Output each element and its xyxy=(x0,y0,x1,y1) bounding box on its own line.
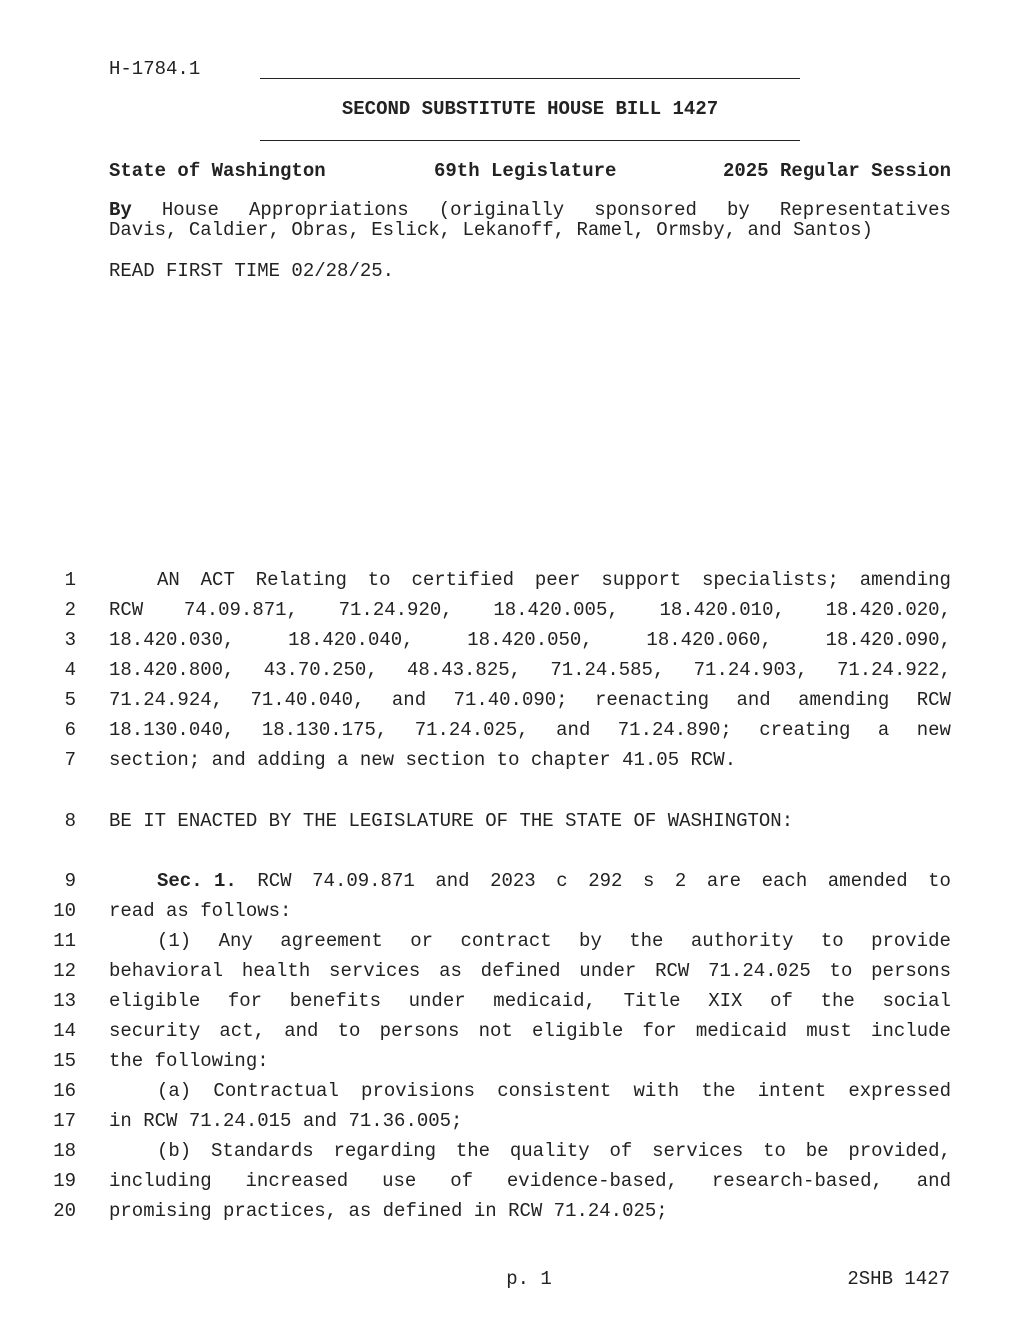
line-word: increased xyxy=(245,1170,349,1192)
line-word: 2 xyxy=(674,870,687,892)
line-word: agreement xyxy=(280,930,383,952)
line-text xyxy=(109,719,951,741)
read-first-time: READ FIRST TIME 02/28/25. xyxy=(109,260,395,282)
state-label: State of Washington xyxy=(109,160,326,182)
line-text xyxy=(157,870,951,892)
line-word: RCW xyxy=(655,960,690,982)
line-word: amending xyxy=(859,569,951,591)
line-word: behavioral xyxy=(109,960,224,982)
bill-title: SECOND SUBSTITUTE HOUSE BILL 1427 xyxy=(341,98,719,120)
legislature-info-row xyxy=(109,160,951,182)
line-word: 74.09.871 xyxy=(312,870,415,892)
line-word: security xyxy=(109,1020,201,1042)
session-label: 2025 Regular Session xyxy=(722,160,951,182)
line-word: be xyxy=(805,1140,829,1162)
bill-line xyxy=(0,870,1024,900)
title-rule-bottom xyxy=(260,140,800,141)
line-word: consistent xyxy=(497,1080,612,1102)
line-word: and xyxy=(391,689,427,711)
line-word: XIX xyxy=(708,990,743,1012)
line-text xyxy=(157,569,951,591)
title-rule-top xyxy=(260,78,800,79)
line-word: 18.130.175, xyxy=(261,719,388,741)
line-word: Title xyxy=(623,990,681,1012)
line-text: in RCW 71.24.015 and 71.36.005; xyxy=(109,1110,463,1132)
line-word: RCW xyxy=(109,599,144,621)
line-word: amended xyxy=(827,870,908,892)
line-word: research-based, xyxy=(711,1170,883,1192)
line-number: 3 xyxy=(64,629,76,651)
line-word: and xyxy=(736,689,771,711)
line-word: (a) xyxy=(157,1080,192,1102)
sponsor-word: sponsored xyxy=(594,199,697,221)
line-word: health xyxy=(241,960,311,982)
line-word: expressed xyxy=(848,1080,951,1102)
line-number: 20 xyxy=(53,1200,76,1222)
line-word: contract xyxy=(460,930,552,952)
line-number: 13 xyxy=(53,990,76,1012)
line-word: 71.24.924, xyxy=(109,689,224,711)
line-number: 8 xyxy=(64,810,76,832)
line-text xyxy=(109,960,951,982)
line-word: not xyxy=(478,1020,513,1042)
line-word: 2023 xyxy=(490,870,536,892)
line-word: or xyxy=(410,930,434,952)
line-number: 5 xyxy=(64,689,76,711)
line-word: 18.130.040, xyxy=(109,719,235,741)
line-word: 43.70.250, xyxy=(263,659,378,681)
line-word: to xyxy=(763,1140,786,1162)
sponsor-word: by xyxy=(726,199,750,221)
line-text: read as follows: xyxy=(109,900,292,922)
line-text xyxy=(109,1020,951,1042)
line-word: 74.09.871, xyxy=(183,599,298,621)
line-word: must xyxy=(806,1020,852,1042)
bill-line xyxy=(0,990,1024,1020)
line-word: for xyxy=(642,1020,677,1042)
line-word: a xyxy=(877,719,890,741)
line-word: of xyxy=(450,1170,473,1192)
line-word: medicaid, xyxy=(493,990,596,1012)
document-id: H-1784.1 xyxy=(109,58,201,80)
line-word: of xyxy=(770,990,793,1012)
line-word: s xyxy=(642,870,655,892)
line-word: AN xyxy=(157,569,180,591)
line-word: persons xyxy=(379,1020,460,1042)
line-number: 1 xyxy=(64,569,76,591)
line-word: to xyxy=(928,870,951,892)
bill-line xyxy=(0,599,1024,629)
sponsor-word: Appropriations xyxy=(249,199,409,221)
line-word: and xyxy=(435,870,470,892)
line-word: benefits xyxy=(289,990,381,1012)
line-word: new xyxy=(916,719,951,741)
line-word: 71.24.025 xyxy=(708,960,811,982)
line-number: 10 xyxy=(53,900,76,922)
line-word: 18.420.050, xyxy=(467,629,593,651)
line-word: to xyxy=(829,960,853,982)
line-number: 18 xyxy=(53,1140,76,1162)
line-word: to xyxy=(820,930,844,952)
line-word: to xyxy=(367,569,391,591)
line-text xyxy=(109,990,951,1012)
line-word: eligible xyxy=(532,1020,624,1042)
bill-line xyxy=(0,659,1024,689)
bill-line xyxy=(0,810,1024,840)
line-word: provided, xyxy=(848,1140,951,1162)
bill-line xyxy=(0,960,1024,990)
bill-line xyxy=(0,1170,1024,1200)
bill-line xyxy=(0,1050,1024,1080)
line-word: RCW xyxy=(916,689,951,711)
line-word: to xyxy=(337,1020,361,1042)
bill-line xyxy=(0,629,1024,659)
line-word: 18.420.010, xyxy=(659,599,785,621)
line-word: Contractual xyxy=(213,1080,339,1102)
line-word: medicaid xyxy=(695,1020,788,1042)
line-word: support xyxy=(601,569,682,591)
line-word: Relating xyxy=(255,569,347,591)
line-word: 71.24.922, xyxy=(836,659,951,681)
line-word: the xyxy=(701,1080,736,1102)
line-word: use xyxy=(382,1170,417,1192)
line-number: 17 xyxy=(53,1110,76,1132)
line-text xyxy=(109,599,951,621)
line-word: 71.24.585, xyxy=(550,659,665,681)
line-word: RCW xyxy=(257,870,292,892)
line-word: social xyxy=(882,990,951,1012)
line-word: 48.43.825, xyxy=(407,659,522,681)
line-number: 11 xyxy=(53,930,76,952)
bill-line xyxy=(0,569,1024,599)
line-word: services xyxy=(652,1140,744,1162)
bill-line xyxy=(0,1080,1024,1110)
line-word: persons xyxy=(871,960,951,982)
sponsor-word: Representatives xyxy=(779,199,951,221)
line-number: 7 xyxy=(64,749,76,771)
line-text xyxy=(109,1170,951,1192)
line-word: eligible xyxy=(109,990,201,1012)
line-text xyxy=(157,1140,951,1162)
line-word: as xyxy=(439,960,462,982)
line-word: intent xyxy=(757,1080,827,1102)
section-label: Sec. 1. xyxy=(157,870,237,892)
line-word: services xyxy=(329,960,421,982)
line-word: (1) xyxy=(157,930,192,952)
line-word: amending xyxy=(798,689,890,711)
line-number: 9 xyxy=(64,870,76,892)
line-number: 19 xyxy=(53,1170,76,1192)
line-number: 14 xyxy=(53,1020,76,1042)
bill-line xyxy=(0,1200,1024,1230)
line-word: under xyxy=(579,960,637,982)
sponsor-block xyxy=(109,200,951,240)
line-number: 4 xyxy=(64,659,76,681)
bill-line xyxy=(0,689,1024,719)
line-word: 18.420.040, xyxy=(288,629,414,651)
line-word: are xyxy=(706,870,742,892)
sponsor-word: (originally xyxy=(438,199,565,221)
line-word: the xyxy=(455,1140,491,1162)
line-word: (b) xyxy=(157,1140,192,1162)
line-word: 18.420.090, xyxy=(825,629,951,651)
line-word: 18.420.030, xyxy=(109,629,235,651)
line-word: and xyxy=(284,1020,319,1042)
line-word: evidence-based, xyxy=(506,1170,678,1192)
line-word: 71.40.040, xyxy=(250,689,365,711)
line-word: 71.40.090; xyxy=(453,689,568,711)
line-word: with xyxy=(633,1080,680,1102)
bill-line xyxy=(0,719,1024,749)
line-text: BE IT ENACTED BY THE LEGISLATURE OF THE STATE OF WASHINGTON: xyxy=(109,810,794,832)
line-text xyxy=(109,689,951,711)
line-word: authority xyxy=(690,930,794,952)
line-text: section; and adding a new section to chapter 41.05 RCW. xyxy=(109,749,737,771)
line-word: including xyxy=(109,1170,212,1192)
line-number: 12 xyxy=(53,960,76,982)
line-word: 71.24.903, xyxy=(693,659,808,681)
line-text xyxy=(157,1080,951,1102)
line-word: by xyxy=(579,930,602,952)
line-number: 15 xyxy=(53,1050,76,1072)
line-word: defined xyxy=(480,960,561,982)
line-word: include xyxy=(871,1020,951,1042)
line-word: peer xyxy=(534,569,581,591)
footer-bill-id: 2SHB 1427 xyxy=(847,1268,950,1290)
line-word: of xyxy=(609,1140,633,1162)
line-word: 71.24.890; xyxy=(617,719,732,741)
line-word: Any xyxy=(218,930,253,952)
line-number: 16 xyxy=(53,1080,76,1102)
page-number: p. 1 xyxy=(506,1268,552,1290)
bill-line xyxy=(0,900,1024,930)
bill-line xyxy=(0,1020,1024,1050)
sponsor-line-1 xyxy=(109,200,951,220)
bill-line xyxy=(0,1110,1024,1140)
line-word: and xyxy=(556,719,591,741)
line-text xyxy=(157,930,951,952)
line-text: the following: xyxy=(109,1050,269,1072)
sponsor-word: House xyxy=(161,199,219,221)
bill-line xyxy=(0,749,1024,779)
line-word: 71.24.920, xyxy=(338,599,453,621)
line-word: each xyxy=(761,870,808,892)
line-word: 18.420.020, xyxy=(825,599,951,621)
line-word: 18.420.060, xyxy=(646,629,772,651)
line-word: provide xyxy=(871,930,951,952)
line-word: and xyxy=(916,1170,951,1192)
line-word: quality xyxy=(509,1140,590,1162)
line-word: regarding xyxy=(333,1140,437,1162)
line-text xyxy=(109,629,951,651)
line-number: 2 xyxy=(64,599,76,621)
line-word: Standards xyxy=(211,1140,314,1162)
sponsor-by-label: By xyxy=(109,199,132,221)
line-word: specialists; xyxy=(702,569,839,591)
line-word: ACT xyxy=(200,569,235,591)
line-word: the xyxy=(820,990,855,1012)
line-word: certified xyxy=(411,569,515,591)
line-word: 71.24.025, xyxy=(414,719,529,741)
line-word: creating xyxy=(759,719,851,741)
line-word: under xyxy=(408,990,466,1012)
line-word: provisions xyxy=(361,1080,476,1102)
line-number: 6 xyxy=(64,719,76,741)
sponsor-line-2: Davis, Caldier, Obras, Eslick, Lekanoff, Ramel, Ormsby, and Santos) xyxy=(109,219,873,241)
bill-line xyxy=(0,930,1024,960)
line-word: reenacting xyxy=(595,689,710,711)
line-word: for xyxy=(227,990,263,1012)
line-word: the xyxy=(629,930,664,952)
line-word: 18.420.800, xyxy=(109,659,235,681)
legislature-label: 69th Legislature xyxy=(434,160,617,182)
line-word: c xyxy=(556,870,568,892)
line-text xyxy=(109,659,951,681)
line-word: 18.420.005, xyxy=(493,599,619,621)
line-word: act, xyxy=(219,1020,266,1042)
bill-line xyxy=(0,1140,1024,1170)
line-word: 292 xyxy=(588,870,623,892)
line-text: promising practices, as defined in RCW 71.24.025; xyxy=(109,1200,668,1222)
